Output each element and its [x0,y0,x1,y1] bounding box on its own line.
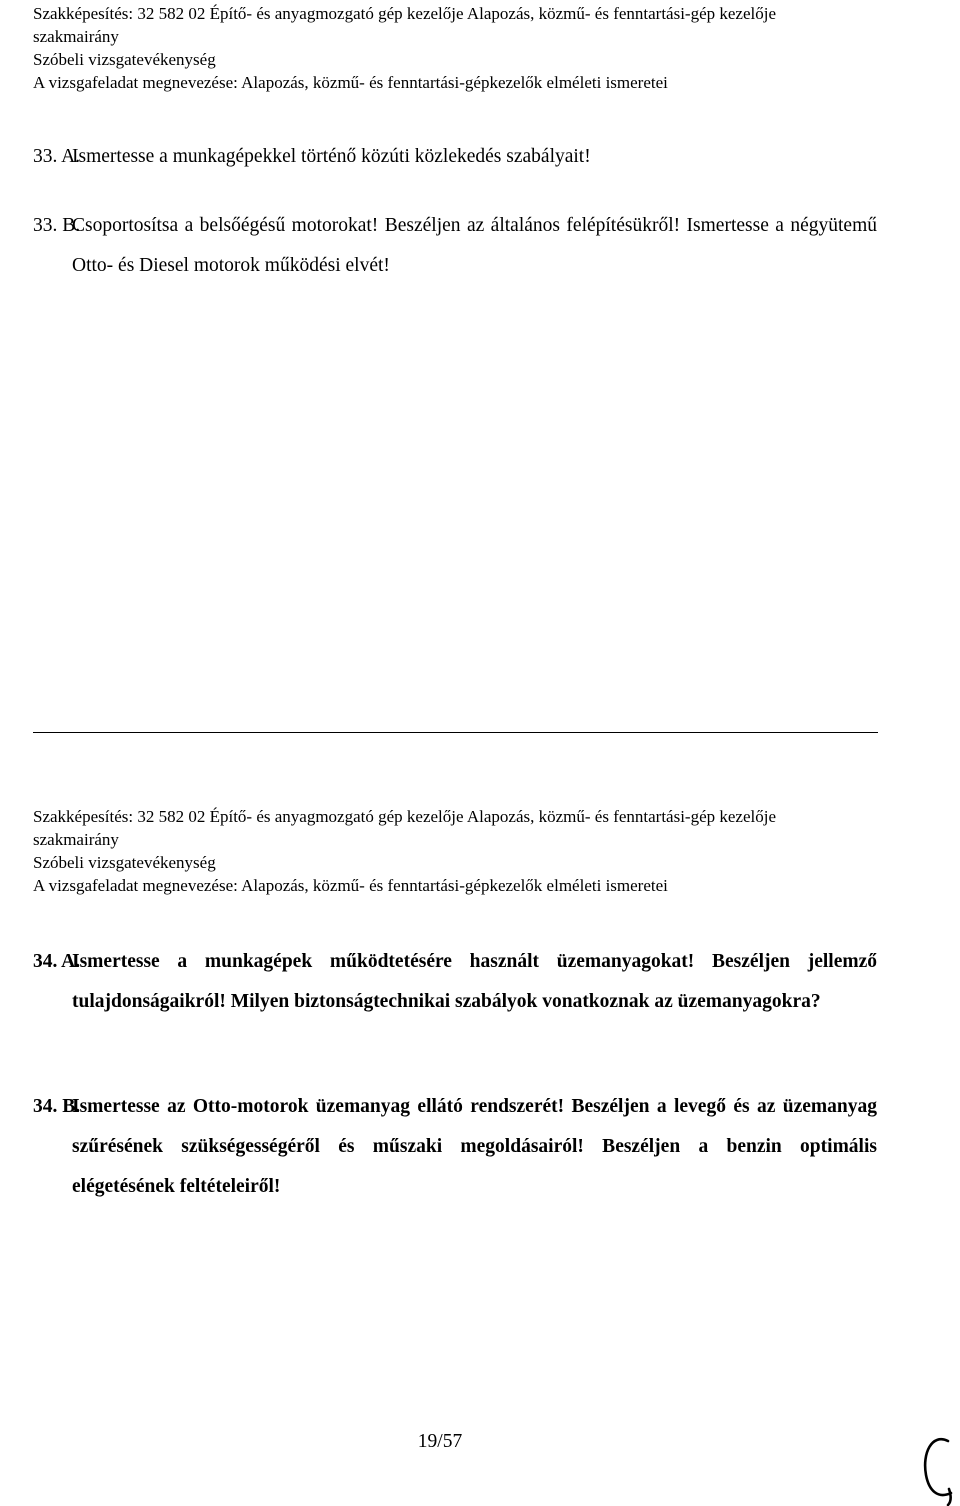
task-33a [33,137,877,177]
header-exam-type: Szóbeli vizsgatevékenység [33,50,216,69]
task-number: 33. B. [33,215,81,236]
task-34a [33,942,877,1022]
page-number: 19/57 [417,1431,463,1452]
page-header [33,2,893,94]
task-number: 34. B. [33,1096,81,1117]
header-qualification: Szakképesítés: 32 582 02 Építő- és anyagmozgató gép kezelője Alapozás, közmű- és fenntartási-gép kezelője [33,4,777,23]
header-qualification-cont: szakmairány [33,830,119,849]
header-qualification: Szakképesítés: 32 582 02 Építő- és anyagmozgató gép kezelője Alapozás, közmű- és fenntartási-gép kezelője [33,807,777,826]
task-text: Csoportosítsa a belsőégésű motorokat! Beszéljen az általános felépítésükről! Ismertesse a négyütemű Otto- és Diesel motorok működési elvét! [72,215,877,276]
page-header [33,805,893,897]
task-33b [33,206,877,286]
task-text: Ismertesse a munkagépek működtetésére használt üzemanyagokat! Beszéljen jellemző tulajdonságaikról! Milyen biztonságtechnikai szabályok vonatkoznak az üzemanyagokra? [72,951,877,1012]
header-qualification-cont: szakmairány [33,27,119,46]
header-task-name: A vizsgafeladat megnevezése: Alapozás, közmű- és fenntartási-gépkezelők elméleti ismeretei [33,73,668,92]
task-number: 34. A. [33,951,81,972]
page-separator-line [33,732,878,733]
header-exam-type: Szóbeli vizsgatevékenység [33,853,216,872]
task-number: 33. A. [33,146,81,167]
task-34b [33,1087,877,1207]
header-task-name: A vizsgafeladat megnevezése: Alapozás, közmű- és fenntartási-gépkezelők elméleti ismeretei [33,876,668,895]
task-text: Ismertesse a munkagépekkel történő közúti közlekedés szabályait! [72,146,591,167]
handwritten-mark-icon [918,1423,960,1506]
task-text: Ismertesse az Otto-motorok üzemanyag ellátó rendszerét! Beszéljen a levegő és az üzemanyag szűrésének szükségességéről és műszaki megoldásairól! Beszéljen a benzin optimális elégetésének feltételeiről! [72,1096,877,1197]
